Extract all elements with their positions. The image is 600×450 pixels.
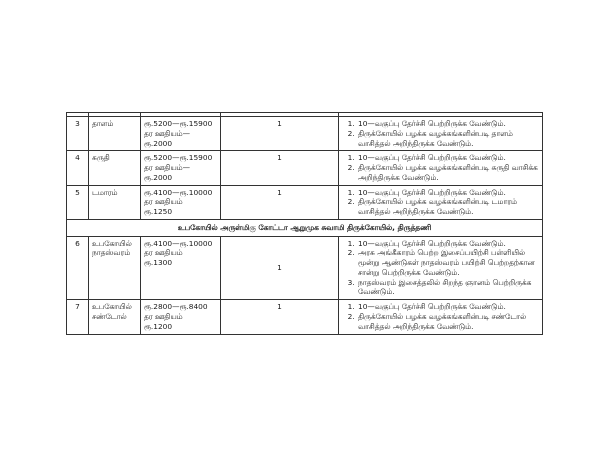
qualification-item: 1. 10—வகுப்பு தேர்ச்சி பெற்றிருக்க வேண்டும். — [357, 302, 539, 312]
grade-pay: ரூ.1200 — [144, 321, 173, 331]
pay-scale-cell — [141, 151, 221, 185]
section-heading-body — [67, 219, 543, 236]
qualification-item: 2. திருக்கோயில் பழக்க வழக்கங்களின்படி சண்டோல் வாசித்தல் அறிந்திருக்க வேண்டும். — [357, 312, 539, 332]
recruitment-table-scan — [66, 112, 542, 335]
recruitment-table — [66, 112, 543, 335]
serial-number-cell: 7 — [67, 300, 89, 334]
pay-scale: ரூ.4100—ரூ.10000 — [144, 238, 213, 248]
grade-pay-label: தர ஊதியம் — [144, 197, 183, 207]
table-body-upper — [67, 113, 543, 220]
pay-scale-cell — [141, 117, 221, 151]
vacancy-count-cell: 1 — [221, 185, 339, 219]
qualification-item: 1. 10—வகுப்பு தேர்ச்சி பெற்றிருக்க வேண்டும். — [357, 153, 539, 163]
post-name-cell: உபகோயில் நாதஸ்வரம் — [89, 236, 141, 300]
vacancy-count-cell: 1 — [221, 300, 339, 334]
qualification-list — [343, 153, 539, 182]
qualification-item: 2. திருக்கோயில் பழக்க வழக்கங்களின்படி தாளம் வாசித்தல் அறிந்திருக்க வேண்டும். — [357, 129, 539, 149]
pay-scale-cell — [141, 185, 221, 219]
post-name-cell: தாளம் — [89, 117, 141, 151]
pay-scale-cell — [141, 236, 221, 300]
table-row — [67, 185, 543, 219]
post-name-cell: டமாரம் — [89, 185, 141, 219]
serial-number-cell: 6 — [67, 236, 89, 300]
section-heading-row — [67, 219, 543, 236]
serial-number-cell: 5 — [67, 185, 89, 219]
qualification-item: 2. திருக்கோயில் பழக்க வழக்கங்களின்படி சுருதி வாசிக்க அறிந்திருக்க வேண்டும். — [357, 163, 539, 183]
table-row — [67, 151, 543, 185]
serial-number-cell: 4 — [67, 151, 89, 185]
qualification-cell — [339, 117, 543, 151]
qualification-list — [343, 188, 539, 217]
grade-pay: ரூ.1300 — [144, 258, 173, 268]
grade-pay-label: தர ஊதியம் — [144, 248, 183, 258]
qualification-list — [343, 302, 539, 331]
grade-pay: ரூ.2000 — [144, 138, 173, 148]
qualification-item: 3. நாதஸ்வரம் இசைத்தலில் சிறந்த ஞானம் பெற்றிருக்க வேண்டும். — [357, 278, 539, 298]
vacancy-count-cell: 1 — [221, 151, 339, 185]
qualification-cell — [339, 300, 543, 334]
pay-scale-cell — [141, 300, 221, 334]
pay-scale: ரூ.5200—ரூ.15900 — [144, 119, 213, 128]
pay-scale: ரூ.2800—ரூ.8400 — [144, 302, 208, 312]
grade-pay-label: தர ஊதியம் — [144, 312, 183, 322]
table-row — [67, 117, 543, 151]
qualification-list — [343, 119, 539, 148]
serial-number-cell: 3 — [67, 117, 89, 151]
pay-scale: ரூ.5200—ரூ.15900 — [144, 153, 213, 163]
table-row — [67, 236, 543, 300]
qualification-item: 2. அரசு அங்கீகாரம் பெற்ற இசைப்பயிற்சி பள்ளியில் மூன்று ஆண்டுகள் நாதஸ்வரம் பயிற்சி பெற்றதற்கான சான்று பெற்றிருக்க வேண்டும். — [357, 248, 539, 277]
qualification-list — [343, 239, 539, 298]
qualification-cell — [339, 236, 543, 300]
grade-pay-label: தர ஊதியம்— — [144, 163, 191, 173]
qualification-item: 2. திருக்கோயில் பழக்க வழக்கங்களின்படி டமாரம் வாசித்தல் அறிந்திருக்க வேண்டும். — [357, 197, 539, 217]
vacancy-count-cell: 1 — [221, 117, 339, 151]
qualification-cell — [339, 185, 543, 219]
qualification-item: 1. 10—வகுப்பு தேர்ச்சி பெற்றிருக்க வேண்டும். — [357, 188, 539, 198]
vacancy-count-cell: 1 — [221, 236, 339, 300]
qualification-cell — [339, 151, 543, 185]
grade-pay: ரூ.2000 — [144, 172, 173, 182]
grade-pay-label: தர ஊதியம்— — [144, 128, 191, 138]
qualification-item: 1. 10—வகுப்பு தேர்ச்சி பெற்றிருக்க வேண்டும். — [357, 239, 539, 249]
pay-scale: ரூ.4100—ரூ.10000 — [144, 187, 213, 197]
table-row — [67, 300, 543, 334]
post-name-cell: சுருதி — [89, 151, 141, 185]
qualification-item: 1. 10—வகுப்பு தேர்ச்சி பெற்றிருக்க வேண்டும். — [357, 119, 539, 129]
table-body-lower — [67, 236, 543, 334]
grade-pay: ரூ.1250 — [144, 207, 173, 217]
section-heading: உபகோயில் அருள்மிகு கோட்டா ஆறுமுக சுவாமி திருக்கோயில், திருத்தணி — [67, 219, 543, 236]
post-name-cell: உபகோயில் சண்டோல் — [89, 300, 141, 334]
